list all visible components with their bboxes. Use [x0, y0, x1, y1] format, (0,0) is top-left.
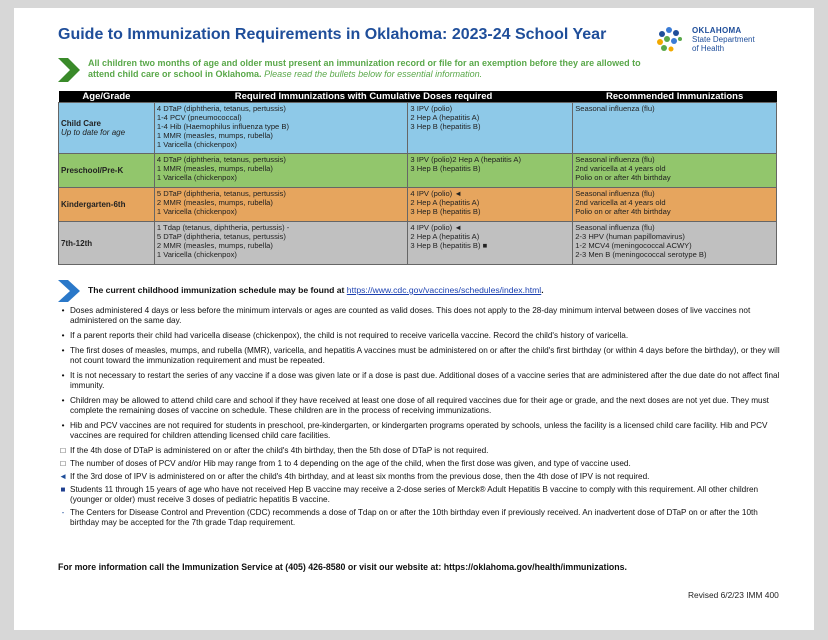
list-item-text: Students 11 through 15 years of age who have not received Hep B vaccine may receive a 2-dose series of Merck® Adult Hepatitis B vaccine to comply with this requirement. All other children (younger or older) must receive 3 doses of pediatric hepatitis B vaccine.: [70, 485, 759, 504]
logo-line-1: OKLAHOMA: [692, 26, 742, 35]
cell-line: Seasonal influenza (flu): [575, 104, 655, 113]
table-row: [59, 222, 777, 265]
cell-line: 1 Varicella (chickenpox): [156, 250, 237, 259]
list-item: [58, 306, 788, 326]
bullet-marker: □: [60, 446, 66, 455]
list-item-text: If the 4th dose of DTaP is administered on or after the child's 4th birthday, then the 5th dose of DTaP is not required.: [70, 446, 489, 455]
table-row: [59, 103, 777, 154]
osdh-logo-icon: [654, 24, 690, 58]
requirements-table: [58, 91, 777, 265]
logo-line-3: of Health: [692, 44, 725, 53]
bullet-marker: ◄: [58, 472, 68, 481]
cell-line: 3 Hep B (hepatitis B) ■: [410, 241, 488, 250]
list-item-text: Hib and PCV vaccines are not required for students in preschool, pre-kindergarten, or kindergarten programs operated by schools, unless the facility is a licensed child care facility. Hib and PCV vaccines are required for children attending licensed child care facilities.: [70, 421, 768, 440]
bullet-marker: ■: [60, 485, 66, 494]
grade-label: Preschool/Pre-K: [61, 166, 124, 175]
osdh-logo: [654, 24, 784, 58]
required-cell-2: [408, 188, 573, 222]
cell-line: 1 MMR (measles, mumps, rubella): [156, 164, 273, 173]
list-item-text: Children may be allowed to attend child care and school if they have received at least one dose of all required vaccines due for their age or grade, and the next doses are not yet due. They must complete the remaining doses of vaccine on schedule. These children are in the process of receiving immunizations.: [70, 396, 769, 415]
grade-sub: Up to date for age: [61, 128, 126, 137]
bullet-marker: •: [61, 331, 65, 340]
cell-line: 2 Hep A (hepatitis A): [410, 113, 480, 122]
document-page: [14, 8, 814, 630]
list-item: [58, 472, 788, 482]
cell-line: 2-3 HPV (human papillomavirus): [575, 232, 685, 241]
cell-line: 2-3 Men B (meningococcal serotype B): [575, 250, 707, 259]
schedule-text: The current childhood immunization schedule may be found at: [88, 285, 345, 295]
cell-line: 3 IPV (polio): [410, 104, 453, 113]
grade-label: Child Care: [61, 119, 102, 128]
header-recommended: Recommended Immunizations: [573, 91, 777, 103]
cell-line: 2 Hep A (hepatitis A): [410, 232, 480, 241]
cell-line: 2nd varicella at 4 years old: [575, 164, 666, 173]
bullet-marker: □: [60, 459, 66, 468]
grade-cell: [59, 103, 155, 154]
table-row: [59, 188, 777, 222]
list-item-text: The number of doses of PCV and/or Hib may range from 1 to 4 depending on the age of the child, when the first dose was given, and type of vaccine used.: [70, 459, 631, 468]
grade-label: 7th-12th: [61, 238, 93, 248]
cell-line: 3 Hep B (hepatitis B): [410, 122, 481, 131]
bullet-marker: •: [61, 396, 65, 405]
logo-text: [692, 26, 755, 53]
table-header-row: [59, 91, 777, 103]
recommended-cell: [573, 222, 777, 265]
required-cell-2: [408, 154, 573, 188]
cell-line: 5 DTaP (diphtheria, tetanus, pertussis): [156, 189, 286, 198]
required-cell-1: [154, 222, 408, 265]
cell-line: Seasonal influenza (flu): [575, 155, 655, 164]
cell-line: 5 DTaP (diphtheria, tetanus, pertussis): [156, 232, 286, 241]
contact-footer: For more information call the Immunization Service at (405) 426-8580 or visit our website at: https://oklahoma.gov/health/immunizations.: [58, 562, 627, 572]
list-item: [58, 396, 788, 416]
bullet-marker: -: [61, 508, 65, 517]
list-item-text: Doses administered 4 days or less before the minimum intervals or ages are counted as valid doses. This does not apply to the 28-day minimum interval between doses of live vaccines not administered on the same day.: [70, 306, 751, 325]
schedule-line: [88, 285, 544, 295]
list-item: [58, 371, 788, 391]
list-item-text: If the 3rd dose of IPV is administered on or after the child's 4th birthday, and at least six months from the previous dose, then the 4th dose of IPV is not required.: [70, 472, 650, 481]
list-item-text: The first doses of measles, mumps, and rubella (MMR), varicella, and hepatitis A vaccines must be administered on or after the child's first birthday (or within 4 days before the birthday), or they will not count toward the immunization requirement and must be repeated.: [70, 346, 780, 365]
list-item-text: If a parent reports their child had varicella disease (chickenpox), the child is not required to receive varicella vaccine. Record the child's history of varicella.: [70, 331, 629, 340]
cell-line: Seasonal influenza (flu): [575, 189, 655, 198]
intro-bold: All children two months of age and older must present an immunization record or file for an exemption before they are allowed to attend child care or school in Oklahoma.: [88, 58, 641, 79]
cell-line: 1 Varicella (chickenpox): [156, 140, 237, 149]
logo-line-2: State Department: [692, 35, 755, 44]
cell-line: 1 Varicella (chickenpox): [156, 173, 237, 182]
grade-cell: [59, 154, 155, 188]
schedule-link[interactable]: https://www.cdc.gov/vaccines/schedules/index.html: [346, 285, 542, 295]
table-row: [59, 154, 777, 188]
cell-line: 1-4 PCV (pneumococcal): [156, 113, 242, 122]
intro-text: [88, 58, 648, 80]
required-cell-1: [154, 154, 408, 188]
list-item: [58, 508, 788, 528]
bullet-marker: •: [61, 306, 65, 315]
grade-cell: [59, 188, 155, 222]
grade-cell: [59, 222, 155, 265]
notes-list: [58, 306, 788, 531]
blue-arrow-icon: [58, 280, 80, 302]
list-item: [58, 331, 788, 341]
cell-line: 2 Hep A (hepatitis A): [410, 198, 480, 207]
grade-label: Kindergarten-6th: [61, 200, 126, 209]
cell-line: 2 MMR (measles, mumps, rubella): [156, 198, 273, 207]
recommended-cell: [573, 188, 777, 222]
cell-line: 4 DTaP (diphtheria, tetanus, pertussis): [156, 155, 286, 164]
cell-line: 4 IPV (polio) ◄: [410, 189, 462, 198]
intro-italic: Please read the bullets below for essential information.: [264, 69, 483, 79]
cell-line: 1 Varicella (chickenpox): [156, 207, 237, 216]
cell-line: 2 MMR (measles, mumps, rubella): [156, 241, 273, 250]
header-required: Required Immunizations with Cumulative Doses required: [154, 91, 572, 103]
required-cell-2: [408, 222, 573, 265]
cell-line: Seasonal influenza (flu): [575, 223, 655, 232]
bullet-marker: •: [61, 371, 65, 380]
header-age-grade: Age/Grade: [59, 91, 155, 103]
list-item: [58, 346, 788, 366]
list-item-text: The Centers for Disease Control and Prevention (CDC) recommends a dose of Tdap on or after the 10th birthday even if previously received. An inadvertent dose of DTaP on or after the 10th birthday may be accepted for the 7th grade Tdap requirement.: [70, 508, 758, 527]
bullet-marker: •: [61, 346, 65, 355]
revision-note: Revised 6/2/23 IMM 400: [688, 590, 779, 600]
required-cell-1: [154, 188, 408, 222]
cell-line: Polio on or after 4th birthday: [575, 207, 671, 216]
list-item: [58, 459, 788, 469]
list-item: [58, 446, 788, 456]
cell-line: 4 IPV (polio) ◄: [410, 223, 462, 232]
cell-line: 1-4 Hib (Haemophilus influenza type B): [156, 122, 289, 131]
cell-line: 3 Hep B (hepatitis B): [410, 207, 481, 216]
schedule-period: .: [541, 285, 544, 295]
required-cell-1: [154, 103, 408, 154]
required-cell-2: [408, 103, 573, 154]
cell-line: 1 Tdap (tetanus, diphtheria, pertussis) -: [156, 223, 290, 232]
green-arrow-icon: [58, 58, 80, 82]
list-item: [58, 421, 788, 441]
cell-line: Polio on or after 4th birthday: [575, 173, 671, 182]
cell-line: 2nd varicella at 4 years old: [575, 198, 666, 207]
cell-line: 3 IPV (polio)2 Hep A (hepatitis A): [410, 155, 522, 164]
recommended-cell: [573, 154, 777, 188]
cell-line: 3 Hep B (hepatitis B): [410, 164, 481, 173]
cell-line: 1-2 MCV4 (meningococcal ACWY): [575, 241, 692, 250]
cell-line: 1 MMR (measles, mumps, rubella): [156, 131, 273, 140]
page-title: Guide to Immunization Requirements in Oklahoma: 2023-24 School Year: [58, 26, 607, 43]
recommended-cell: [573, 103, 777, 154]
cell-line: 4 DTaP (diphtheria, tetanus, pertussis): [156, 104, 286, 113]
list-item-text: It is not necessary to restart the series of any vaccine if a dose was given late or if a dose is past due. Additional doses of a vaccine series that are administered after the due date do not affect final immunity.: [70, 371, 780, 390]
list-item: [58, 485, 788, 505]
bullet-marker: •: [61, 421, 65, 430]
